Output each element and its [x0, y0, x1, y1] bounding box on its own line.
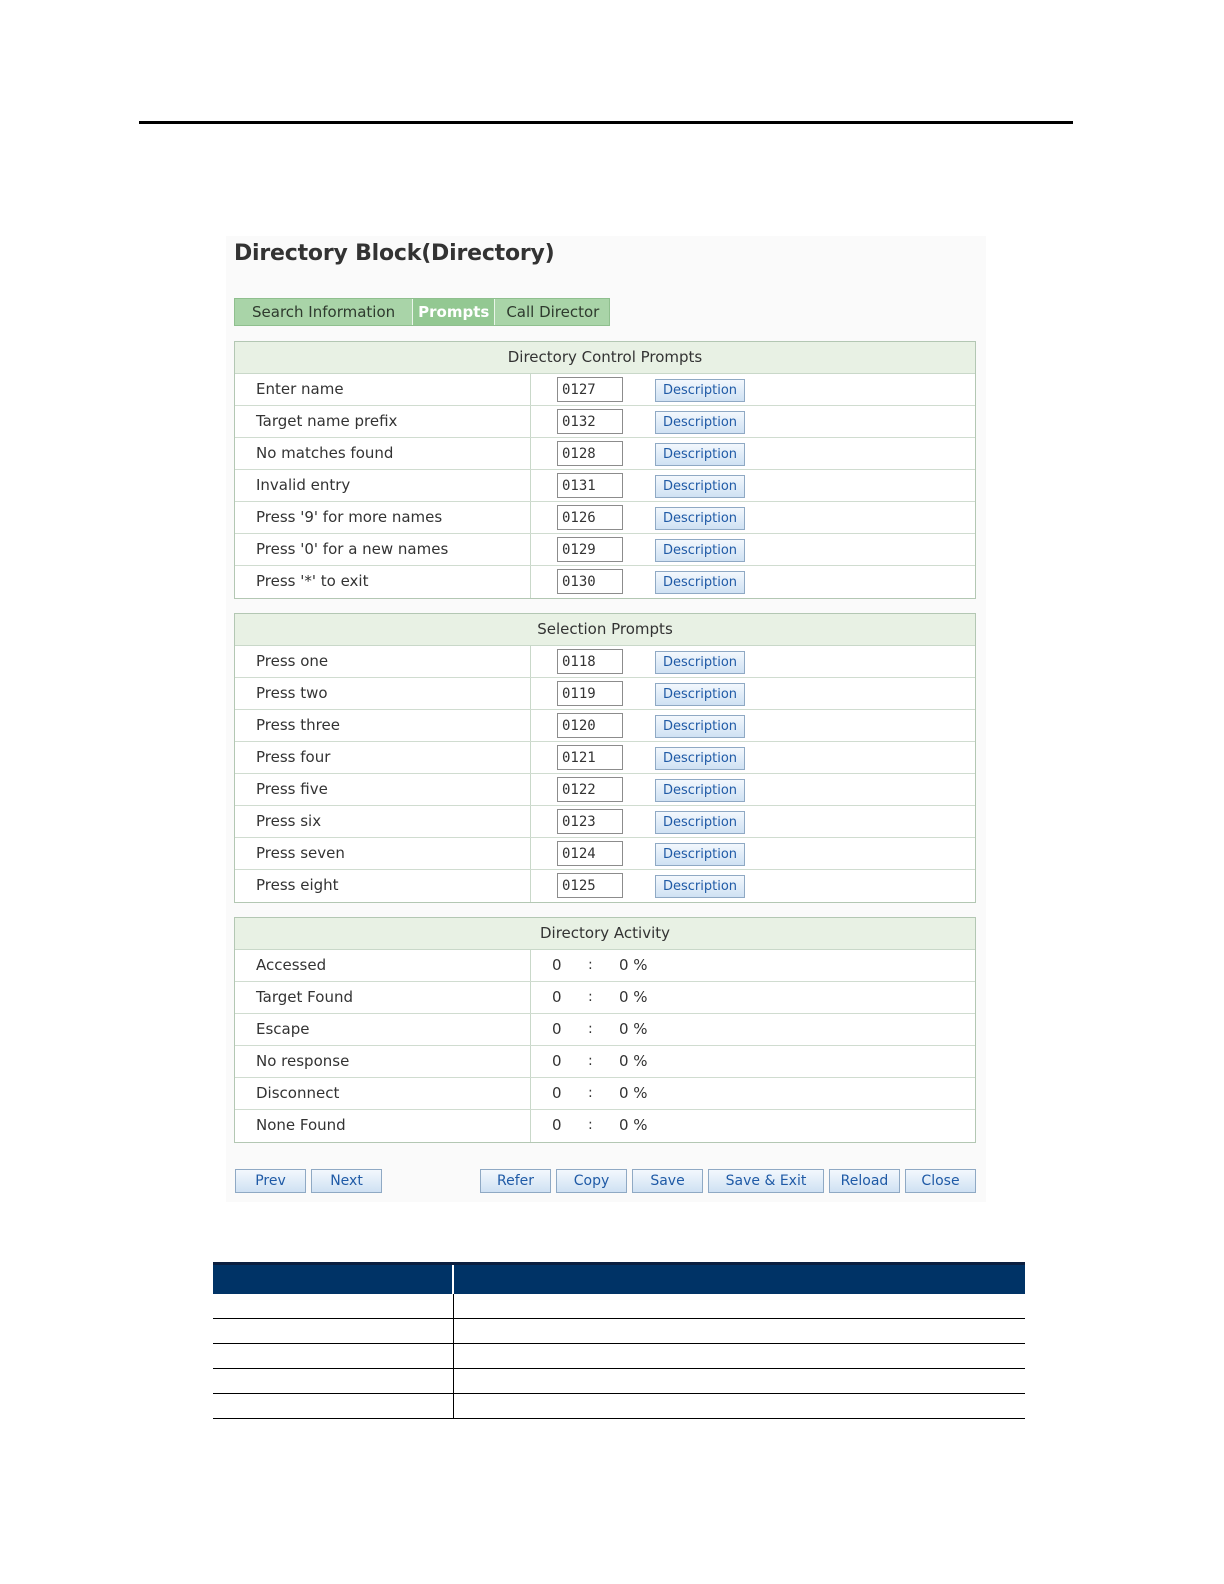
activity-label: Disconnect [235, 1078, 531, 1109]
prompt-value-cell [531, 742, 975, 773]
description-button[interactable]: Description [655, 811, 745, 834]
prompt-code-input[interactable] [557, 873, 623, 898]
info-table-cell [213, 1319, 454, 1343]
description-button[interactable]: Description [655, 715, 745, 738]
activity-value-cell [531, 1110, 975, 1142]
prompt-code-input[interactable] [557, 745, 623, 770]
activity-row [235, 982, 975, 1014]
section-title: Directory Control Prompts [235, 342, 975, 374]
info-table-cell [454, 1369, 1025, 1393]
prompt-code-input[interactable] [557, 473, 623, 498]
description-button[interactable]: Description [655, 443, 745, 466]
prompt-label: Press four [235, 742, 531, 773]
prompt-code-input[interactable] [557, 777, 623, 802]
description-button[interactable]: Description [655, 571, 745, 594]
prompt-value-cell [531, 438, 975, 469]
description-button[interactable]: Description [655, 507, 745, 530]
info-table-row [213, 1344, 1025, 1369]
activity-count: 0 [552, 988, 562, 1006]
activity-value-cell [531, 1078, 975, 1109]
info-table-cell [454, 1344, 1025, 1368]
prompt-code-input[interactable] [557, 441, 623, 466]
description-button[interactable]: Description [655, 475, 745, 498]
tab-search-information[interactable]: Search Information [235, 299, 413, 325]
description-button[interactable]: Description [655, 779, 745, 802]
activity-count: 0 [552, 1116, 562, 1134]
activity-value-cell [531, 950, 975, 981]
prompt-code-input[interactable] [557, 537, 623, 562]
section-title: Selection Prompts [235, 614, 975, 646]
activity-separator: : [588, 1021, 593, 1037]
tab-prompts[interactable]: Prompts [413, 299, 495, 325]
selection-prompt-row [235, 742, 975, 774]
control-prompt-row [235, 470, 975, 502]
prompt-value-cell [531, 678, 975, 709]
description-button[interactable]: Description [655, 411, 745, 434]
prompt-code-input[interactable] [557, 681, 623, 706]
description-button[interactable]: Description [655, 747, 745, 770]
control-prompt-row [235, 566, 975, 598]
prompt-value-cell [531, 806, 975, 837]
info-table-row [213, 1394, 1025, 1419]
close-button[interactable]: Close [905, 1169, 976, 1193]
activity-row [235, 950, 975, 982]
prompt-label: Press seven [235, 838, 531, 869]
prompt-label: Press '*' to exit [235, 566, 531, 598]
info-table [213, 1262, 1025, 1419]
activity-percent: 0 % [619, 988, 648, 1006]
description-button[interactable]: Description [655, 843, 745, 866]
activity-value-cell [531, 1014, 975, 1045]
info-table-row [213, 1319, 1025, 1344]
prompt-code-input[interactable] [557, 569, 623, 594]
activity-row [235, 1078, 975, 1110]
info-table-cell [213, 1369, 454, 1393]
refer-button[interactable]: Refer [480, 1169, 551, 1193]
reload-button[interactable]: Reload [829, 1169, 900, 1193]
info-table-header-cell [454, 1265, 1025, 1294]
info-table-header [213, 1262, 1025, 1294]
info-table-cell [454, 1319, 1025, 1343]
prompt-value-cell [531, 374, 975, 405]
activity-count: 0 [552, 956, 562, 974]
next-button[interactable]: Next [311, 1169, 382, 1193]
prompt-code-input[interactable] [557, 377, 623, 402]
activity-percent: 0 % [619, 1084, 648, 1102]
activity-row [235, 1110, 975, 1142]
activity-percent: 0 % [619, 1116, 648, 1134]
activity-separator: : [588, 957, 593, 973]
info-table-row [213, 1369, 1025, 1394]
selection-prompt-row [235, 710, 975, 742]
prev-button[interactable]: Prev [235, 1169, 306, 1193]
directory-activity-section [234, 917, 976, 1143]
info-table-cell [213, 1344, 454, 1368]
prompt-code-input[interactable] [557, 649, 623, 674]
selection-prompt-row [235, 646, 975, 678]
prompt-code-input[interactable] [557, 841, 623, 866]
activity-separator: : [588, 1085, 593, 1101]
prompt-code-input[interactable] [557, 505, 623, 530]
activity-row [235, 1014, 975, 1046]
description-button[interactable]: Description [655, 683, 745, 706]
prompt-value-cell [531, 566, 975, 598]
prompt-value-cell [531, 646, 975, 677]
save-and-exit-button[interactable]: Save & Exit [708, 1169, 824, 1193]
tab-call-director[interactable]: Call Director [506, 303, 600, 321]
save-button[interactable]: Save [632, 1169, 703, 1193]
info-table-cell [213, 1294, 454, 1318]
prompt-value-cell [531, 470, 975, 501]
selection-prompts-section [234, 613, 976, 903]
prompt-label: Press six [235, 806, 531, 837]
prompt-value-cell [531, 838, 975, 869]
prompt-label: Press eight [235, 870, 531, 902]
activity-percent: 0 % [619, 956, 648, 974]
prompt-value-cell [531, 870, 975, 902]
info-table-row [213, 1294, 1025, 1319]
activity-separator: : [588, 1053, 593, 1069]
prompt-code-input[interactable] [557, 809, 623, 834]
activity-label: Target Found [235, 982, 531, 1013]
copy-button[interactable]: Copy [556, 1169, 627, 1193]
info-table-cell [213, 1394, 454, 1418]
selection-prompt-row [235, 870, 975, 902]
activity-row [235, 1046, 975, 1078]
prompt-label: Target name prefix [235, 406, 531, 437]
prompt-value-cell [531, 502, 975, 533]
description-button[interactable]: Description [655, 539, 745, 562]
prompt-value-cell [531, 534, 975, 565]
prompt-code-input[interactable] [557, 409, 623, 434]
control-prompt-row [235, 534, 975, 566]
prompt-value-cell [531, 710, 975, 741]
activity-value-cell [531, 1046, 975, 1077]
control-prompt-row [235, 406, 975, 438]
info-table-cell [454, 1294, 1025, 1318]
activity-value-cell [531, 982, 975, 1013]
tab-bar [234, 298, 610, 326]
directory-block-panel [226, 236, 986, 1202]
prompt-label: Press one [235, 646, 531, 677]
prompt-label: Invalid entry [235, 470, 531, 501]
prompt-label: No matches found [235, 438, 531, 469]
activity-separator: : [588, 989, 593, 1005]
control-prompt-row [235, 374, 975, 406]
activity-label: Accessed [235, 950, 531, 981]
selection-prompt-row [235, 838, 975, 870]
control-prompt-row [235, 502, 975, 534]
prompt-label: Press '9' for more names [235, 502, 531, 533]
prompt-label: Press two [235, 678, 531, 709]
control-prompt-row [235, 438, 975, 470]
selection-prompt-row [235, 678, 975, 710]
prompt-value-cell [531, 774, 975, 805]
prompt-label: Enter name [235, 374, 531, 405]
prompt-label: Press five [235, 774, 531, 805]
prompt-value-cell [531, 406, 975, 437]
description-button[interactable]: Description [655, 379, 745, 402]
activity-percent: 0 % [619, 1020, 648, 1038]
info-table-cell [454, 1394, 1025, 1418]
section-title: Directory Activity [235, 918, 975, 950]
prompt-code-input[interactable] [557, 713, 623, 738]
activity-label: None Found [235, 1110, 531, 1142]
top-rule [139, 121, 1073, 124]
activity-count: 0 [552, 1052, 562, 1070]
prompt-label: Press three [235, 710, 531, 741]
description-button[interactable]: Description [655, 875, 745, 898]
activity-count: 0 [552, 1084, 562, 1102]
activity-separator: : [588, 1117, 593, 1133]
info-table-header-cell [213, 1265, 454, 1294]
prompt-label: Press '0' for a new names [235, 534, 531, 565]
page-title: Directory Block(Directory) [234, 241, 555, 266]
description-button[interactable]: Description [655, 651, 745, 674]
activity-percent: 0 % [619, 1052, 648, 1070]
activity-label: Escape [235, 1014, 531, 1045]
activity-count: 0 [552, 1020, 562, 1038]
selection-prompt-row [235, 774, 975, 806]
activity-label: No response [235, 1046, 531, 1077]
selection-prompt-row [235, 806, 975, 838]
control-prompts-section [234, 341, 976, 599]
